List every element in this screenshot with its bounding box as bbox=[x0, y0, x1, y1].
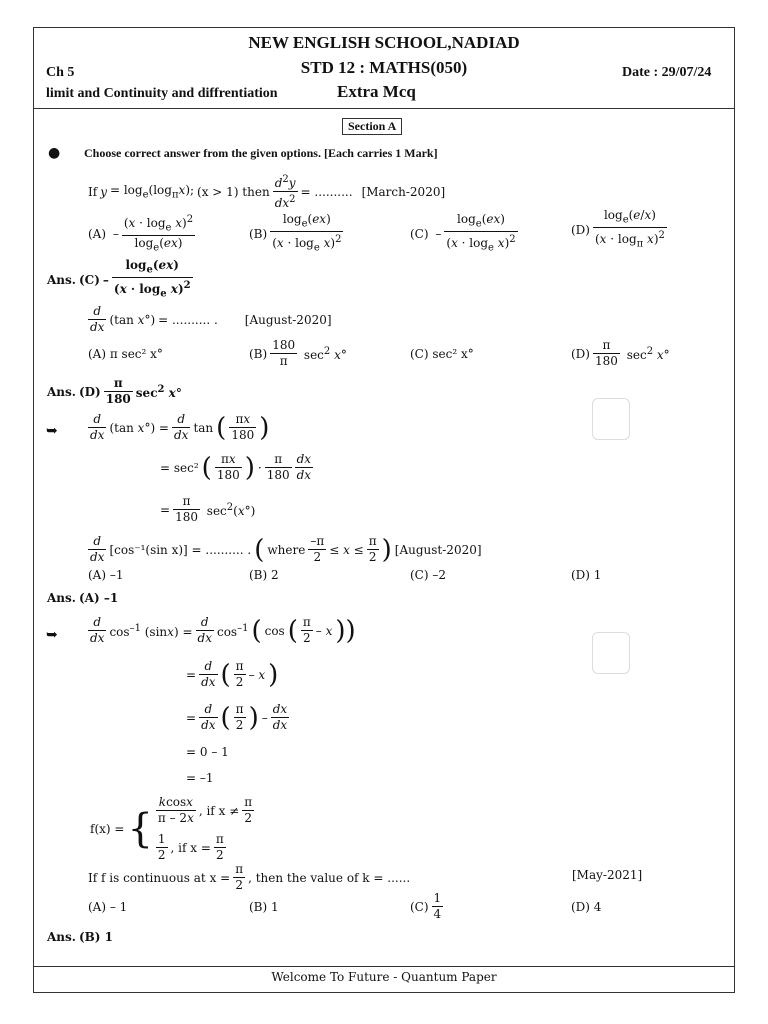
footer-text: Welcome To Future - Quantum Paper bbox=[271, 970, 497, 984]
question-4-stem: If f is continuous at x = $\frac{\pi}{2}$ , then the value of k = ...... bbox=[88, 862, 411, 892]
solution-arrow-icon: ➥ bbox=[46, 423, 58, 439]
school-name: NEW ENGLISH SCHOOL,NADIAD bbox=[248, 33, 520, 52]
date-label: Date : 29/07/24 bbox=[622, 65, 712, 80]
standard-subject: STD 12 : MATHS(050) bbox=[300, 58, 468, 77]
question-1-option-d: (D) $\frac{\log_e(e/x)}{(x \cdot \log_\pi x)^2}$ bbox=[571, 208, 665, 250]
watermark-logo bbox=[592, 632, 630, 674]
section-heading: Section A bbox=[342, 118, 402, 135]
question-2-option-a: (A) π sec² x° bbox=[88, 347, 163, 361]
paper-type: Extra Mcq bbox=[337, 82, 416, 101]
question-2-solution-step-3: = $\frac{\pi}{180}$ $\sec^2(x^\circ)$ bbox=[160, 494, 256, 524]
question-3-option-b: (B) 2 bbox=[249, 568, 279, 582]
bullet-icon: ● bbox=[48, 145, 61, 161]
question-3-stem: $\frac{d}{dx}$ [cos⁻¹(sin x)] = .......... . ( where $\frac{-\pi}{2}$ ≤ x ≤ $\frac{\pi}{2}$ ) [August-2020] bbox=[90, 534, 482, 565]
instruction-text: Choose correct answer from the given options. [Each carries 1 Mark] bbox=[84, 146, 438, 160]
question-2-solution-step-1: $\frac{d}{dx}$ (tan x°) = $\frac{d}{dx}$ tan ( $\frac{\pi x}{180}$ ) bbox=[90, 412, 270, 443]
question-1-option-a: (A) – $\frac{(x \cdot \log_e x)^2}{\log_e(ex)}$ bbox=[88, 214, 194, 254]
question-4-option-c: (C) $\frac{1}{4}$ bbox=[410, 891, 442, 921]
question-3-option-a: (A) –1 bbox=[88, 568, 124, 582]
question-2-option-c: (C) sec² x° bbox=[410, 347, 474, 361]
question-1-answer: Ans. (C) – $\frac{\log_e(ex)}{(x \cdot \log_e x)^2}$ bbox=[47, 258, 191, 300]
footer-divider bbox=[34, 966, 734, 967]
question-3-solution-step-1: $\frac{d}{dx}$ $\cos^{-1} (\sin x)$ = $\frac{d}{dx}$ $\cos^{-1}$ ( cos ( $\frac{\pi}{2}$ – x )) bbox=[90, 615, 356, 646]
question-2-option-d: (D) $\frac{\pi}{180}$ $\sec^2 x^\circ$ bbox=[571, 338, 670, 368]
solution-arrow-icon: ➥ bbox=[46, 627, 58, 643]
question-3-option-d: (D) 1 bbox=[571, 568, 602, 582]
question-4-reference: [May-2021] bbox=[572, 868, 643, 882]
question-3-solution-step-2: = $\frac{d}{dx}$ ( $\frac{\pi}{2}$ – x ) bbox=[186, 659, 279, 690]
question-3-solution-step-5: = –1 bbox=[186, 771, 214, 785]
question-4-answer: Ans. (B) 1 bbox=[47, 930, 113, 944]
question-1-option-c: (C) – $\frac{\log_e(ex)}{(x \cdot \log_e x)^2}$ bbox=[410, 212, 516, 254]
question-4-option-b: (B) 1 bbox=[249, 900, 279, 914]
question-4-option-d: (D) 4 bbox=[571, 900, 602, 914]
question-2-solution-step-2: = sec² ( $\frac{\pi x}{180}$ ) · $\frac{\pi}{180}$ $\frac{dx}{dx}$ bbox=[160, 452, 312, 483]
question-1-stem: If y = $\log_e(\log_\pi x)$; (x > 1) then $\frac{d^2y}{dx^2}$ = .......... [March-2020] bbox=[88, 174, 446, 210]
watermark-logo bbox=[592, 398, 630, 440]
question-4-option-a: (A) – 1 bbox=[88, 900, 128, 914]
header-divider bbox=[34, 108, 734, 109]
question-2-answer: Ans. (D) $\frac{\pi}{180}$ $\sec^2 x^\circ$ bbox=[47, 376, 182, 406]
question-2-option-b: (B) $\frac{180}{\pi}$ $\sec^2 x^\circ$ bbox=[249, 338, 347, 368]
question-2-stem: $\frac{d}{dx}$ (tan x°) = .......... . [August-2020] bbox=[90, 304, 332, 334]
question-3-solution-step-4: = 0 – 1 bbox=[186, 745, 229, 759]
question-1-option-b: (B) $\frac{\log_e(ex)}{(x \cdot \log_e x)^2}$ bbox=[249, 212, 342, 254]
chapter-label: Ch 5 bbox=[46, 65, 75, 80]
question-4-function: f(x) = { $\frac{kcosx}{\pi - 2x}$ , if x ≠ $\frac{\pi}{2}$ $\frac{1}{2}$ , if x = $\frac{\pi}{2}$ bbox=[90, 795, 253, 862]
question-3-answer: Ans. (A) –1 bbox=[47, 591, 119, 605]
question-3-option-c: (C) –2 bbox=[410, 568, 446, 582]
question-3-solution-step-3: = $\frac{d}{dx}$ ( $\frac{\pi}{2}$ ) – $\frac{dx}{dx}$ bbox=[186, 702, 288, 733]
topic-label: limit and Continuity and diffrentiation bbox=[46, 86, 278, 101]
